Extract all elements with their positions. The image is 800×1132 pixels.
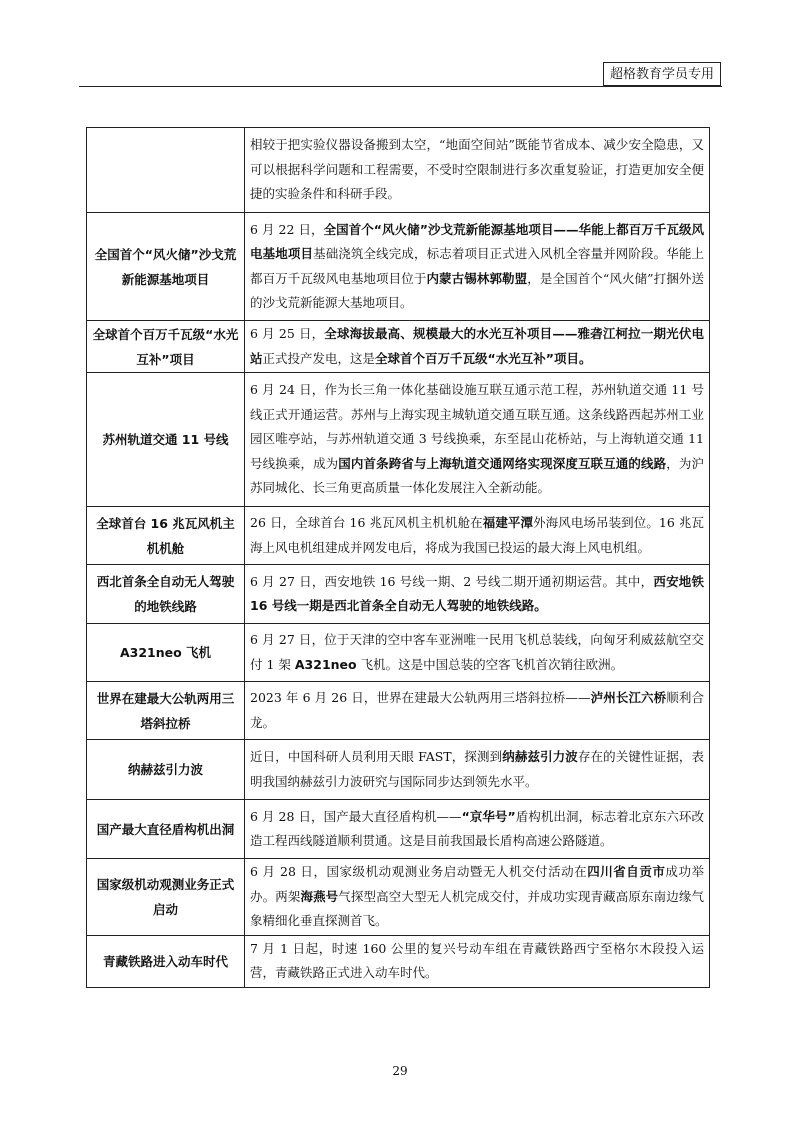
table-row: [87, 373, 710, 507]
row-label: 世界在建最大公轨两用三塔斜拉桥: [87, 682, 245, 740]
text-segment: 飞机。这是中国总装的空客飞机首次销往欧洲。: [356, 656, 624, 672]
bold-text: 国内首条跨省与上海轨道交通网络实现深度互联互通的线路: [338, 455, 667, 471]
table-row: [87, 128, 710, 213]
bold-text: A321neo: [294, 656, 357, 672]
table-row: [87, 740, 710, 800]
row-label: 苏州轨道交通 11 号线: [87, 373, 245, 507]
row-label: [87, 128, 245, 213]
row-label: 全球首个百万千瓦级“水光互补”项目: [87, 321, 245, 373]
row-content: [245, 740, 710, 800]
row-content: [245, 624, 710, 682]
row-label: 全国首个“风火储”沙戈荒新能源基地项目: [87, 213, 245, 321]
bold-text: 福建平潭: [482, 515, 534, 530]
text-segment: ，为沪苏同城化、长三角更高质量一体化发展注入全新动能。: [250, 455, 704, 496]
bold-text: 内蒙古锡林郭勒盟: [426, 270, 528, 286]
table-row: [87, 682, 710, 740]
text-segment: 26 日，全球首台 16 兆瓦风机主机机舱在: [250, 515, 483, 530]
row-label: 国家级机动观测业务正式启动: [87, 859, 245, 936]
text-segment: 6 月 27 日，西安地铁 16 号线一期、2 号线二期开通初期运营。其中，: [250, 573, 654, 589]
table-row: [87, 213, 710, 321]
row-content: [245, 128, 710, 213]
bold-text: 全球首个百万千瓦级“水光互补”项目。: [375, 350, 592, 366]
bold-text: 全国首个“风火储”沙戈荒新能源基地项目——华能上都百万千瓦级风电基地项目: [250, 221, 705, 261]
text-segment: 7 月 1 日起，时速 160 公里的复兴号动车组在青藏铁路西宁至格尔木段投入运营，青藏铁路正式进入动车时代。: [250, 940, 704, 980]
page-number: 29: [392, 1064, 408, 1078]
row-content: [245, 935, 710, 987]
text-segment: 正式投产发电，这是: [262, 350, 376, 366]
bold-text: 海燕号: [300, 888, 339, 904]
text-segment: 6 月 22 日，: [250, 221, 324, 237]
header-rule: [79, 86, 722, 87]
header-tag: 超格教育学员专用: [603, 62, 721, 86]
row-content: [245, 565, 710, 624]
row-content: [245, 800, 710, 859]
row-label: 国产最大直径盾构机出洞: [87, 800, 245, 859]
table-row: [87, 507, 710, 565]
row-label: A321neo 飞机: [87, 624, 245, 682]
row-content: [245, 321, 710, 373]
text-segment: 6 月 24 日，作为长三角一体化基础设施互联互通示范工程，苏州轨道交通 11 号线正式开通运营。苏州与上海实现主城轨道交通互联互通。这条线路西起苏州工业园区唯亭站，与苏州轨道交通 3 号线换乘，东至昆山花桥站，与上海轨道交通 11 号线换乘，成为: [250, 382, 704, 471]
bold-text: 全球海拔最高、规模最大的水光互补项目——雅砻江柯拉一期光伏电站: [250, 326, 704, 366]
row-content: [245, 507, 710, 565]
table-body: [87, 128, 710, 988]
text-segment: 近日，中国科研人员利用天眼 FAST，探测到: [250, 749, 503, 764]
table-row: [87, 800, 710, 859]
row-content: [245, 682, 710, 740]
row-label: 青藏铁路进入动车时代: [87, 935, 245, 987]
text-segment: 成功举办。两架: [250, 864, 704, 904]
bold-text: 泸州长江六桥: [590, 690, 667, 705]
row-label: 西北首条全自动无人驾驶的地铁线路: [87, 565, 245, 624]
text-segment: 相较于把实验仪器设备搬到太空，“地面空间站”既能节省成本、减少安全隐患，又可以根据科学问题和工程需要，不受时空限制进行多次重复验证，打造更加安全便捷的实验条件和科研手段。: [250, 137, 704, 202]
row-content: [245, 859, 710, 936]
text-segment: 存在的关键性证据，表明我国纳赫兹引力波研究与国际同步达到领先水平。: [250, 749, 704, 789]
row-content: [245, 373, 710, 507]
text-segment: 顺利合龙。: [250, 690, 704, 730]
text-segment: ，是全国首个“风火储”打捆外送的沙戈荒新能源大基地项目。: [250, 270, 704, 310]
row-content: [245, 213, 710, 321]
table-row: [87, 935, 710, 987]
bold-text: 西安地铁 16 号线一期是西北首条全自动无人驾驶的地铁线路。: [250, 573, 704, 613]
bold-text: “京华号”: [461, 808, 516, 824]
table-row: [87, 859, 710, 936]
bold-text: 纳赫兹引力波: [502, 749, 578, 764]
events-table: [86, 127, 710, 988]
text-segment: 外海风电场吊装到位。16 兆瓦海上风电机组建成并网发电后，将成为我国已投运的最大海上风电机组。: [250, 515, 704, 555]
text-segment: 6 月 27 日，位于天津的空中客车亚洲唯一民用飞机总装线，向匈牙利威兹航空交付 1 架: [250, 632, 704, 672]
text-segment: 基础浇筑全线完成，标志着项目正式进入风机全容量并网阶段。华能上都百万千瓦级风电基地项目位于: [250, 246, 704, 286]
table-row: [87, 624, 710, 682]
table-row: [87, 565, 710, 624]
row-label: 纳赫兹引力波: [87, 740, 245, 800]
text-segment: 6 月 28 日，国家级机动观测业务启动暨无人机交付活动在: [250, 864, 588, 879]
table-row: [87, 321, 710, 373]
bold-text: 四川省自贡市: [587, 864, 666, 879]
row-label: 全球首台 16 兆瓦风机主机机舱: [87, 507, 245, 565]
text-segment: 6 月 25 日，: [250, 326, 325, 341]
text-segment: 气探型高空大型无人机完成交付，并成功实现青藏高原东南边缘气象精细化垂直探测首飞。: [250, 888, 704, 928]
text-segment: 盾构机出洞，标志着北京东六环改造工程西线隧道顺利贯通。这是目前我国最长盾构高速公路隧道。: [250, 808, 704, 848]
text-segment: 6 月 28 日，国产最大直径盾构机——: [250, 808, 462, 824]
text-segment: 2023 年 6 月 26 日，世界在建最大公轨两用三塔斜拉桥——: [250, 690, 591, 705]
